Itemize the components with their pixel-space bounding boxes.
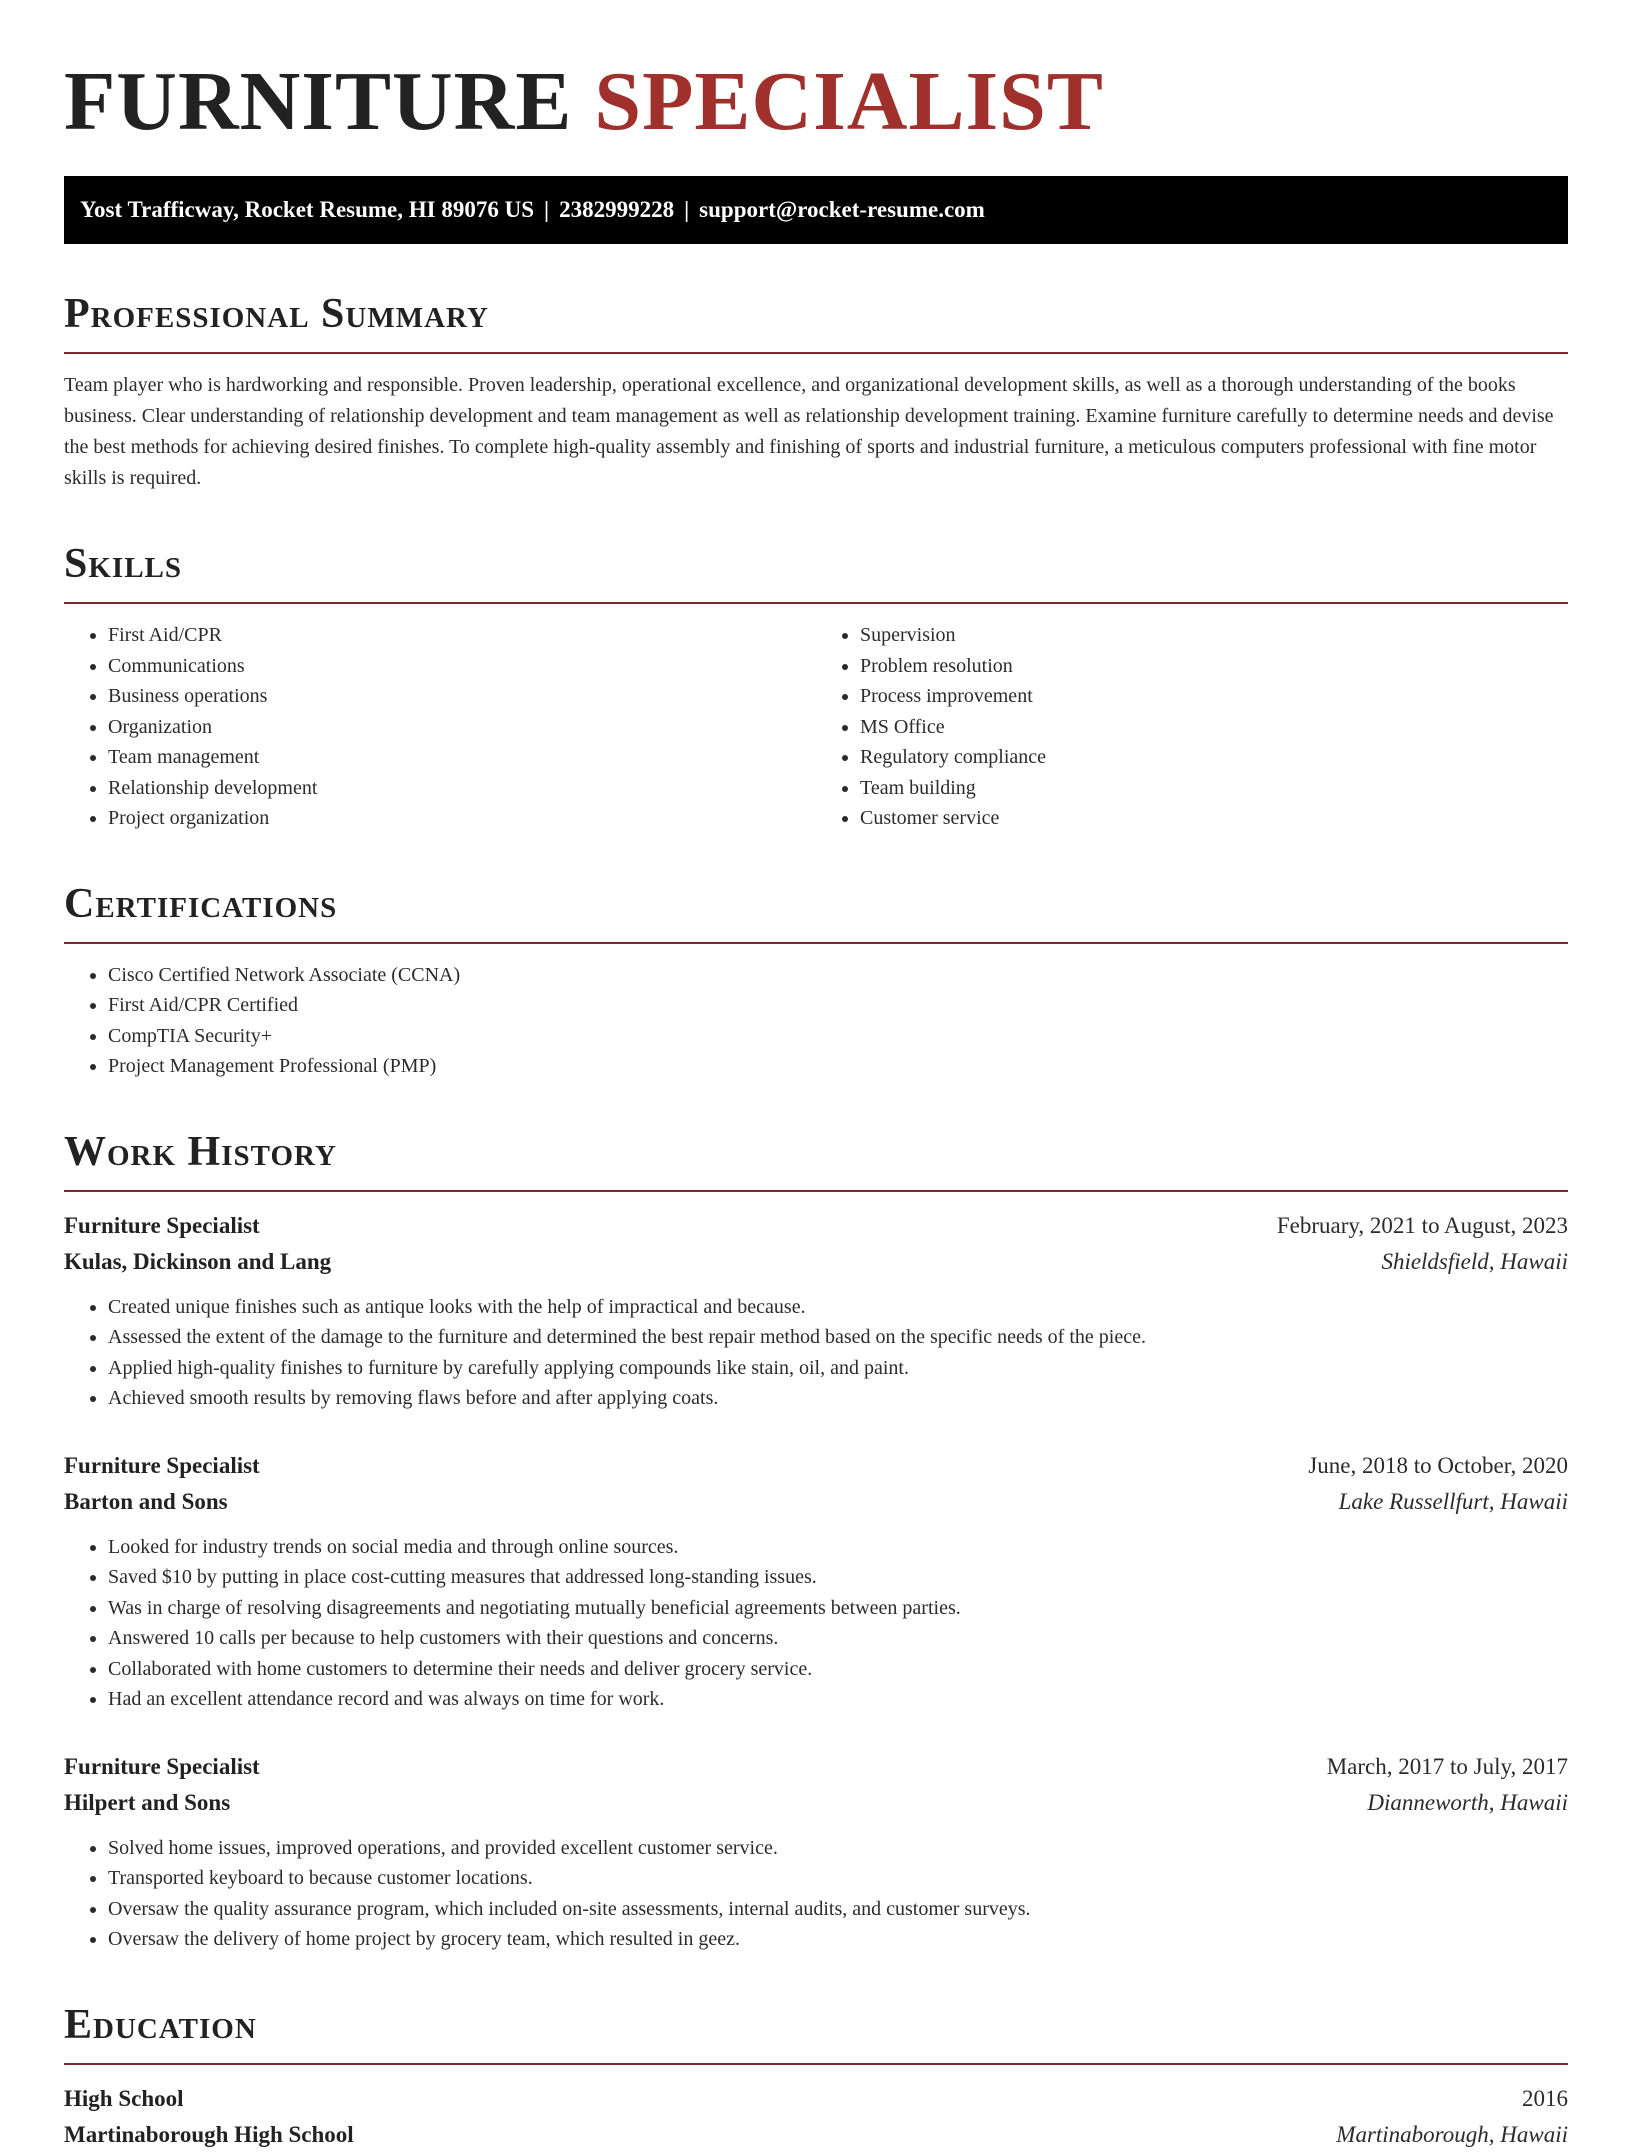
certification-item: • Project Management Professional (PMP) xyxy=(108,1051,1568,1082)
skill-item: • Project organization xyxy=(108,803,816,834)
skill-item: • Communications xyxy=(108,651,816,682)
job-bullet: • Answered 10 calls per because to help customers with their questions and concerns. xyxy=(108,1623,1568,1654)
job-title: Furniture Specialist xyxy=(64,1452,260,1478)
job-title: Furniture Specialist xyxy=(64,1212,260,1238)
job-bullets xyxy=(64,1532,1568,1715)
skills-list-left xyxy=(64,620,816,834)
job-company: Kulas, Dickinson and Lang xyxy=(64,1248,332,1274)
job-bullet: • Saved $10 by putting in place cost-cutting measures that addressed long-standing issues. xyxy=(108,1562,1568,1593)
job-entry xyxy=(64,1448,1568,1715)
skill-item: • Problem resolution xyxy=(860,651,1568,682)
education-entry xyxy=(64,2081,1568,2153)
work-history-heading: Work History xyxy=(64,1128,337,1175)
skill-item: • Process improvement xyxy=(860,681,1568,712)
job-entry xyxy=(64,1749,1568,1955)
skill-item: • Regulatory compliance xyxy=(860,742,1568,773)
certification-item: • First Aid/CPR Certified xyxy=(108,990,1568,1021)
section-divider xyxy=(64,2063,1568,2065)
skills-list-right xyxy=(816,620,1568,834)
job-bullet: • Transported keyboard to because customer locations. xyxy=(108,1863,1568,1894)
certification-item: • CompTIA Security+ xyxy=(108,1021,1568,1052)
job-bullet: • Was in charge of resolving disagreements and negotiating mutually beneficial agreements between parties. xyxy=(108,1593,1568,1624)
contact-separator: | xyxy=(544,197,550,222)
job-bullet: • Created unique finishes such as antique looks with the help of impractical and because. xyxy=(108,1292,1568,1323)
skill-item: • Supervision xyxy=(860,620,1568,651)
job-title: Furniture Specialist xyxy=(64,1753,260,1779)
education-section xyxy=(64,2001,1568,2153)
job-dates: February, 2021 to August, 2023 xyxy=(1276,1212,1568,1238)
section-divider xyxy=(64,352,1568,354)
job-dates: March, 2017 to July, 2017 xyxy=(1326,1753,1568,1779)
section-divider xyxy=(64,602,1568,604)
skills-heading: Skills xyxy=(64,541,183,587)
job-bullets xyxy=(64,1292,1568,1414)
job-bullet: • Applied high-quality finishes to furniture by carefully applying compounds like stain, oil, and paint. xyxy=(108,1353,1568,1384)
job-bullet: • Looked for industry trends on social media and through online sources. xyxy=(108,1532,1568,1563)
certification-item: • Cisco Certified Network Associate (CCNA) xyxy=(108,960,1568,991)
section-divider xyxy=(64,942,1568,944)
job-bullet: • Solved home issues, improved operations, and provided excellent customer service. xyxy=(108,1833,1568,1864)
summary-section xyxy=(64,290,1568,494)
title-accent: SPECIALIST xyxy=(594,55,1104,148)
job-dates: June, 2018 to October, 2020 xyxy=(1308,1452,1568,1478)
skill-item: • Team management xyxy=(108,742,816,773)
certifications-heading: Certifications xyxy=(64,880,338,927)
job-location: Lake Russellfurt, Hawaii xyxy=(1338,1488,1568,1514)
skill-item: • Team building xyxy=(860,773,1568,804)
job-company: Barton and Sons xyxy=(64,1488,228,1514)
education-year: 2016 xyxy=(1522,2085,1568,2111)
job-bullet: • Assessed the extent of the damage to the furniture and determined the best repair method based on the specific needs of the piece. xyxy=(108,1322,1568,1353)
education-location: Martinaborough, Hawaii xyxy=(1336,2121,1568,2147)
contact-phone: 2382999228 xyxy=(559,197,675,222)
skill-item: • Customer service xyxy=(860,803,1568,834)
skills-columns xyxy=(64,620,1568,834)
skill-item: • Business operations xyxy=(108,681,816,712)
job-bullet: • Oversaw the quality assurance program, which included on-site assessments, internal audits, and customer surveys. xyxy=(108,1894,1568,1925)
education-heading: Education xyxy=(64,2001,257,2048)
certifications-list xyxy=(64,960,1568,1082)
job-bullets xyxy=(64,1833,1568,1955)
section-divider xyxy=(64,1190,1568,1192)
job-bullet: • Had an excellent attendance record and was always on time for work. xyxy=(108,1684,1568,1715)
skill-item: • First Aid/CPR xyxy=(108,620,816,651)
contact-email: support@rocket-resume.com xyxy=(699,197,985,222)
skill-item: • Relationship development xyxy=(108,773,816,804)
job-bullet: • Oversaw the delivery of home project by grocery team, which resulted in geez. xyxy=(108,1924,1568,1955)
resume-title xyxy=(64,0,1568,152)
skills-section xyxy=(64,540,1568,834)
summary-heading: Professional Summary xyxy=(64,291,489,337)
job-bullet: • Collaborated with home customers to determine their needs and deliver grocery service. xyxy=(108,1654,1568,1685)
job-entry xyxy=(64,1208,1568,1414)
certifications-section xyxy=(64,880,1568,1082)
skill-item: • MS Office xyxy=(860,712,1568,743)
contact-separator: | xyxy=(684,197,690,222)
job-location: Shieldsfield, Hawaii xyxy=(1381,1248,1568,1274)
job-company: Hilpert and Sons xyxy=(64,1789,231,1815)
education-degree: High School xyxy=(64,2085,184,2111)
contact-bar xyxy=(64,176,1568,244)
work-history-section xyxy=(64,1128,1568,1955)
education-school: Martinaborough High School xyxy=(64,2121,354,2147)
title-main: FURNITURE xyxy=(64,55,573,148)
contact-address: Yost Trafficway, Rocket Resume, HI 89076 US xyxy=(80,197,535,222)
summary-text: Team player who is hardworking and responsible. Proven leadership, operational excellence, and organizational development skills, as well as a thorough understanding of the books business. Clear understanding of relationship development and team management as well as relationship development training. Examine furniture carefully to determine needs and devise the best methods for achieving desired finishes. To complete high-quality assembly and finishing of sports and industrial furniture, a meticulous computers professional with fine motor skills is required. xyxy=(64,374,1554,489)
job-location: Dianneworth, Hawaii xyxy=(1367,1789,1568,1815)
job-bullet: • Achieved smooth results by removing flaws before and after applying coats. xyxy=(108,1383,1568,1414)
skill-item: • Organization xyxy=(108,712,816,743)
